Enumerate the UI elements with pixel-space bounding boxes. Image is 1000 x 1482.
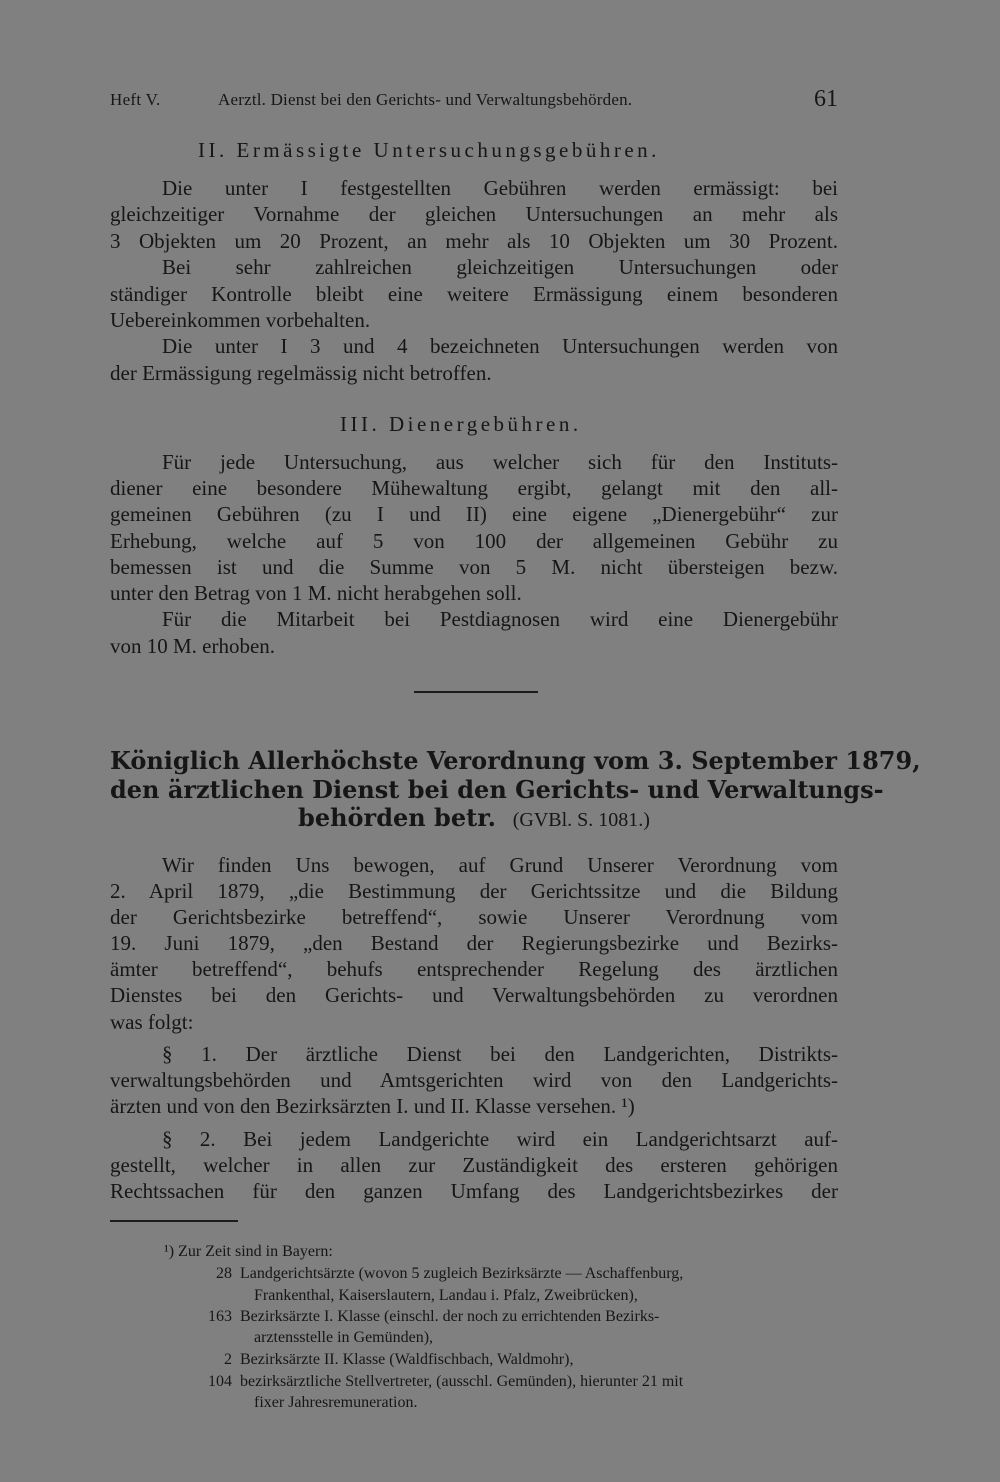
- ordinance-title-line: den ärztlichen Dienst bei den Gerichts- und Verwaltungs-: [110, 775, 884, 804]
- text-line: Für jede Untersuchung, aus welcher sich für den Instituts-: [162, 450, 838, 474]
- ordinance-title-bold: behörden betr.: [298, 803, 496, 832]
- footnote-text: Bezirksärzte II. Klasse (Waldfischbach, Waldmohr),: [240, 1351, 574, 1368]
- paragraph-line: § 2. Bei jedem Landgerichte wird ein Landgerichtsarzt auf-: [162, 1127, 838, 1151]
- text-line: ärzten und von den Bezirksärzten I. und II. Klasse versehen. ¹): [110, 1094, 635, 1118]
- text-line: Uebereinkommen vorbehalten.: [110, 308, 371, 332]
- ordinance-title-line: Königlich Allerhöchste Verordnung vom 3. September 1879,: [110, 746, 921, 775]
- footnote-rule: [110, 1220, 238, 1222]
- text-line: verwaltungsbehörden und Amtsgerichten wird von den Landgerichts-: [110, 1068, 838, 1092]
- text-line: gestellt, welcher in allen zur Zuständigkeit des ersteren gehörigen: [110, 1153, 838, 1177]
- text-line: 2. April 1879, „die Bestimmung der Gerichtssitze und die Bildung: [110, 879, 838, 903]
- text-line: gleichzeitiger Vornahme der gleichen Untersuchungen an mehr als: [110, 202, 838, 226]
- running-header: [110, 86, 838, 116]
- text-line: Die unter I 3 und 4 bezeichneten Untersuchungen werden von: [162, 334, 838, 358]
- running-title: Aerztl. Dienst bei den Gerichts- und Verwaltungsbehörden.: [218, 90, 633, 109]
- footnote-text: Bezirksärzte I. Klasse (einschl. der noch zu errichtenden Bezirks-: [240, 1308, 660, 1325]
- footnote-continuation: fixer Jahresremuneration.: [254, 1394, 418, 1411]
- footnote-intro: ¹) Zur Zeit sind in Bayern:: [164, 1243, 333, 1260]
- text-line: Wir finden Uns bewogen, auf Grund Unserer Verordnung vom: [162, 853, 838, 877]
- footnote-count: 2: [224, 1351, 232, 1368]
- text-line: Die unter I festgestellten Gebühren werden ermässigt: bei: [162, 176, 838, 200]
- text-line: 3 Objekten um 20 Prozent, an mehr als 10 Objekten um 30 Prozent.: [110, 229, 838, 253]
- text-line: von 10 M. erhoben.: [110, 634, 276, 658]
- ordinance-title-line: [110, 804, 838, 834]
- footnote-count: 163: [208, 1308, 232, 1325]
- text-line: der Ermässigung regelmässig nicht betroffen.: [110, 361, 492, 385]
- footnote-continuation: arztensstelle in Gemünden),: [254, 1329, 434, 1346]
- section-heading: II. Ermässigte Untersuchungsgebühren.: [198, 138, 660, 162]
- footnote-count: 104: [208, 1373, 232, 1390]
- text-line: Bei sehr zahlreichen gleichzeitigen Untersuchungen oder: [162, 255, 838, 279]
- footnote-text: bezirksärztliche Stellvertreter, (ausschl. Gemünden), hierunter 21 mit: [240, 1373, 684, 1390]
- text-line: diener eine besondere Mühewaltung ergibt, gelangt mit den all-: [110, 476, 838, 500]
- footnote-entry: [196, 1306, 659, 1328]
- text-line: Rechtssachen für den ganzen Umfang des Landgerichtsbezirkes der: [110, 1179, 838, 1203]
- footnote-text: Landgerichtsärzte (wovon 5 zugleich Bezirksärzte — Aschaffenburg,: [240, 1265, 684, 1282]
- section-divider: [414, 691, 538, 693]
- page-number: 61: [814, 86, 838, 112]
- text-line: unter den Betrag von 1 M. nicht herabgehen soll.: [110, 581, 522, 605]
- footnote-entry: [196, 1349, 573, 1371]
- section-heading: III. Dienergebühren.: [340, 412, 582, 436]
- text-line: 19. Juni 1879, „den Bestand der Regierungsbezirke und Bezirks-: [110, 931, 838, 955]
- ordinance-source: (GVBl. S. 1081.): [512, 809, 650, 831]
- footnote-continuation: Frankenthal, Kaiserslautern, Landau i. Pfalz, Zweibrücken),: [254, 1287, 638, 1304]
- text-line: bemessen ist und die Summe von 5 M. nicht übersteigen bezw.: [110, 555, 838, 579]
- text-line: Erhebung, welche auf 5 von 100 der allgemeinen Gebühr zu: [110, 529, 838, 553]
- text-line: ämter betreffend“, behufs entsprechender Regelung des ärztlichen: [110, 957, 838, 981]
- text-line: was folgt:: [110, 1010, 194, 1034]
- text-line: gemeinen Gebühren (zu I und II) eine eigene „Dienergebühr“ zur: [110, 502, 838, 526]
- text-line: Für die Mitarbeit bei Pestdiagnosen wird eine Dienergebühr: [162, 607, 838, 631]
- footnote-entry: [196, 1371, 683, 1393]
- text-line: der Gerichtsbezirke betreffend“, sowie Unserer Verordnung vom: [110, 905, 838, 929]
- paragraph-line: § 1. Der ärztliche Dienst bei den Landgerichten, Distrikts-: [162, 1042, 838, 1066]
- text-line: ständiger Kontrolle bleibt eine weitere Ermässigung einem besonderen: [110, 282, 838, 306]
- issue-label: Heft V.: [110, 90, 161, 109]
- footnote-count: 28: [216, 1265, 232, 1282]
- text-line: Dienstes bei den Gerichts- und Verwaltungsbehörden zu verordnen: [110, 983, 838, 1007]
- footnote-entry: [196, 1263, 683, 1285]
